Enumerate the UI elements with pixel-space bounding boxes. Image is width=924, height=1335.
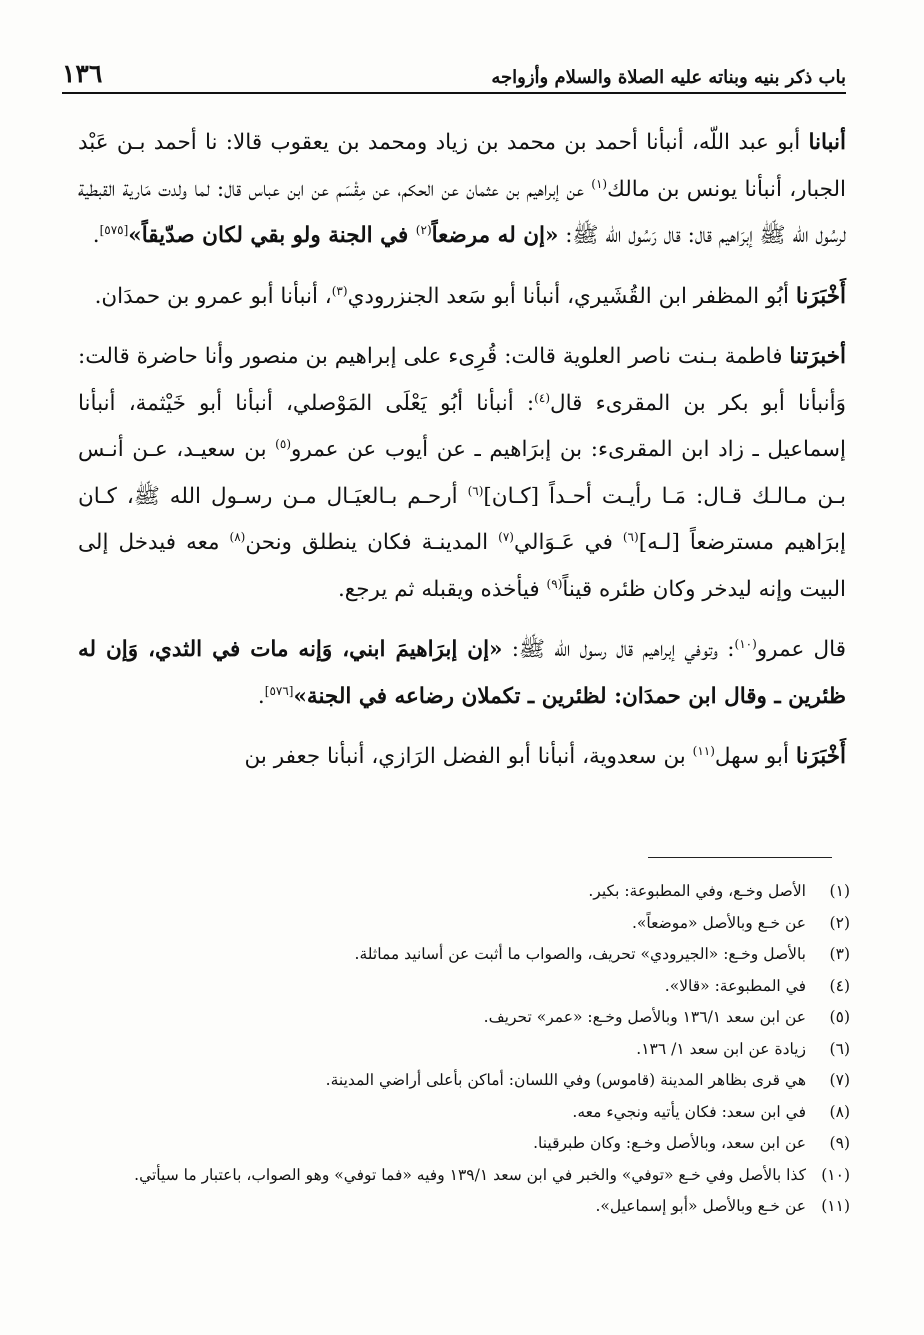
reference-marker: [٥٧٦] [264, 683, 294, 698]
reference-marker: (١٠) [734, 636, 757, 651]
paragraph-text: أبو سهل [714, 744, 796, 769]
footnote [72, 1038, 850, 1060]
footnote-number: (٤) [829, 976, 850, 995]
footnote [72, 943, 850, 965]
paragraph-text: فاطمة بـنت ناصر العلوية قالت: قُرِىء على إبراهيم بن منصور وأنا حاضرة قالت: وَأنبأنا أبو بكر بن المقرىء قال [78, 344, 846, 416]
paragraph-text: : أنبأنا أبُو يَعْلَى المَوْصلي، أنبأنا أبو خَيْثمة، أنبأنا إسماعيل ـ زاد ابن المقرىء: بن إبرَاهيم ـ عن أيوب عن عمرو [78, 390, 846, 462]
paragraph-text: ، أنبأنا أبو عمرو بن حمدَان. [94, 283, 332, 309]
reference-marker: (٦) [622, 529, 639, 544]
hadith-text: في الجنة ولو بقي لكان صدّيقاً» [128, 223, 416, 248]
footnote-number: (٧) [829, 1071, 850, 1089]
reference-marker: (٤) [534, 390, 550, 405]
footnote [72, 1195, 850, 1217]
footnote-number: (١١) [821, 1197, 850, 1215]
paragraph-text: أرحـم بـالعيَـال مـن رسـول الله ﷺ، كـان إبرَاهيم مسترضعاً [لـه] [78, 483, 846, 555]
footnote [72, 1164, 850, 1186]
footnote-text: زيادة عن ابن سعد ١/ ١٣٦. [636, 1039, 806, 1058]
reference-marker: (٩) [546, 576, 563, 591]
reference-marker: (٣) [331, 283, 348, 298]
footnote-text: في ابن سعد: فكان يأتيه ونجيء معه. [572, 1102, 806, 1121]
footnote-text: عن ابن سعد، وبالأصل وخـع: وكان طبرقينا. [533, 1134, 806, 1152]
paragraph [78, 120, 846, 260]
paragraph-text: فيأخذه ويقبله ثم يرجع. [337, 576, 547, 602]
running-title: باب ذكر بنيه وبناته عليه الصلاة والسلام وأزواجه [491, 67, 846, 88]
reference-marker: (٢) [415, 222, 432, 237]
reference-marker: (٨) [229, 529, 246, 544]
footnote-number: (٨) [829, 1102, 850, 1121]
footnotes [72, 880, 850, 1227]
paragraph-text: : وتوفي إبراهيم قال رسول الله ﷺ: [502, 637, 735, 662]
footnote-text: في المطبوعة: «قالا». [664, 976, 806, 995]
paragraph-text: بن سعدوية، أنبأنا أبو الفضل الرَازي، أنبأنا جعفر بن [244, 744, 693, 769]
paragraph [78, 627, 846, 720]
paragraph-text: بن سعيـد، عـن أنـس بـن مـالـك قـال: مَـا رأيـت أحـداً [كـان] [78, 437, 846, 509]
paragraph-lead-word: أَخْبَرَنا [795, 283, 846, 309]
paragraph-text: أبُو المظفر ابن القُشَيري، أنبأنا أبو سَعد الجنزرودي [347, 283, 796, 309]
paragraph-text: قال عمرو [756, 637, 846, 662]
footnote [72, 1069, 850, 1091]
footnote-number: (٢) [829, 913, 850, 932]
footnote-text: عن خـع وبالأصل «أبو إسماعيل». [595, 1197, 806, 1215]
footnote-text: الأصل وخـع، وفي المطبوعة: بكير. [588, 882, 806, 900]
footnote-text: كذا بالأصل وفي خـع «توفي» والخبر في ابن سعد ١٣٩/١ وفيه «فما توفي» وهو الصواب، باعتبار ما سيأتي. [134, 1165, 806, 1184]
footnote [72, 975, 850, 997]
footnote-number: (٩) [829, 1134, 850, 1152]
footnote [72, 912, 850, 934]
footnote [72, 1132, 850, 1154]
reference-marker: (١) [591, 176, 608, 191]
reference-marker: (١١) [692, 743, 715, 758]
paragraph-text: في عَـوَالي [513, 530, 623, 555]
paragraph-text: . [92, 223, 100, 248]
reference-marker: (٦) [467, 483, 484, 498]
paragraph-text: عن إبراهيم بن عثمان عن الحكم، عن مِقْسَم عن ابن عباس قال: لما ولدت مَارية القبطية لرسُول الله ﷺ إبرَاهيم قال: قال رَسُول الله ﷺ: [78, 176, 846, 248]
paragraph-lead-word: أخبرَتنا [789, 344, 846, 369]
footnote-separator [648, 857, 832, 858]
footnote [72, 1006, 850, 1028]
hadith-text: «إن إبرَاهيمَ ابني، وَإنه مات في الثدي، وَإن له ظئرين ـ وقال ابن حمدَان: لظئرين ـ تكملان رضاعه في الجنة» [78, 637, 846, 709]
paragraph [78, 274, 846, 321]
footnote-text: هي قرى بظاهر المدينة (قاموس) وفي اللسان: أماكن بأعلى أراضي المدينة. [325, 1071, 806, 1089]
main-text [78, 120, 846, 795]
reference-marker: [٥٧٥] [99, 222, 129, 237]
paragraph-lead-word: أنبانا [808, 130, 846, 155]
footnote-number: (١٠) [821, 1165, 850, 1184]
page-header [62, 50, 846, 94]
reference-marker: (٧) [498, 529, 514, 544]
paragraph-lead-word: أَخْبَرَنا [795, 744, 846, 769]
footnote-number: (٥) [829, 1008, 850, 1026]
footnote [72, 880, 850, 902]
footnote-number: (١) [829, 882, 850, 900]
paragraph-text: معه فيدخل إلى البيت وإنه ليدخر وكان ظئره قيناً [78, 530, 846, 602]
footnote [72, 1101, 850, 1123]
footnote-text: عن ابن سعد ١٣٦/١ وبالأصل وخـع: «عمر» تحريف. [483, 1008, 806, 1026]
paragraph [78, 734, 846, 781]
footnote-text: بالأصل وخـع: «الجيرودي» تحريف، والصواب ما أثبت عن أسانيد مماثلة. [354, 945, 806, 963]
footnote-number: (٦) [829, 1039, 850, 1058]
paragraph-text: أبو عبد اللّه، أنبأنا أحمد بن محمد بن زياد ومحمد بن يعقوب قالا: نا أحمد بـن عَبْد الجبار، أنبأنا يونس بن مالك [78, 130, 846, 202]
paragraph-text: المدينـة فكان ينطلق ونحن [245, 530, 499, 555]
reference-marker: (٥) [275, 436, 291, 451]
page-number: ١٣٦ [62, 59, 103, 88]
footnote-text: عن خـع وبالأصل «موضعاً». [631, 913, 806, 932]
paragraph [78, 334, 846, 613]
footnote-number: (٣) [829, 945, 850, 963]
hadith-text: «إن له مرضعاً [431, 223, 559, 248]
paragraph-text: . [257, 683, 265, 709]
